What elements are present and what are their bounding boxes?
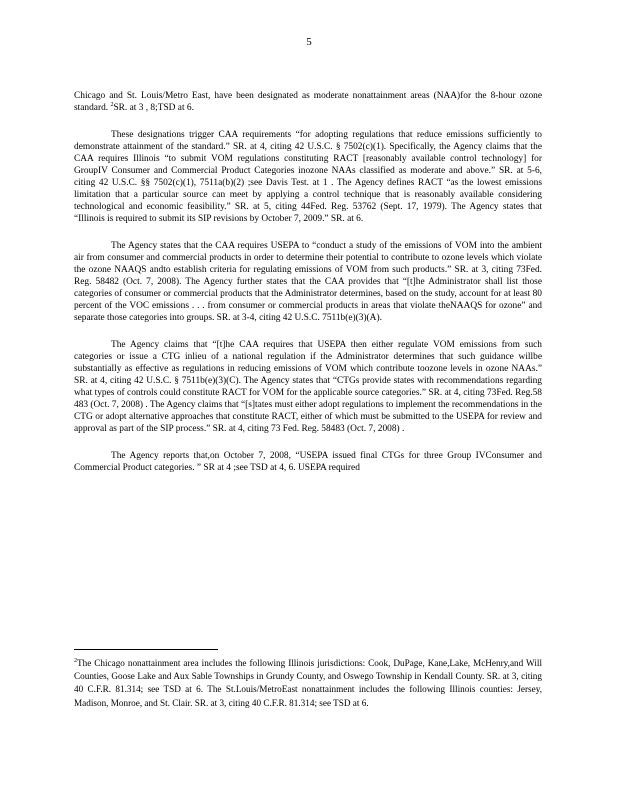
paragraph-1 <box>74 90 542 114</box>
footnote-divider <box>74 649 218 650</box>
paragraph-4-text: The Agency claims that “[t]he CAA requires that USEPA then either regulate VOM emissions from such categories or issue a CTG inlieu of a national regulation if the Administrator determines that such guidance willbe substantially as effective as regulations in reducing emissions of VOM which contribute toozone levels in ozone NAAs.” SR. at 4, citing 42 U.S.C. § 7511b(e)(3)(C). The Agency states that “CTGs provide states with recommendations regarding what types of controls could constitute RACT for VOM for the applicable source categories.” SR. at 4, citing 73Fed. Reg.58 483 (Oct. 7, 2008) . The Agency claims that “[s]tates must either adopt regulations to implement the recommendations in the CTG or adopt alternative approaches that constitute RACT, either of which must be submitted to the USEPA for review and approval as part of the SIP process.” SR. at 4, citing 73 Fed. Reg. 58483 (Oct. 7, 2008) . <box>74 340 542 434</box>
body-text <box>74 90 542 474</box>
footnote <box>74 657 542 710</box>
paragraph-3 <box>74 240 542 324</box>
footnote-marker: 2 <box>74 657 77 664</box>
paragraph-3-text: The Agency states that the CAA requires USEPA to “conduct a study of the emissions of VOM into the ambient air from consumer and commercial products in order to determine their potential to contribute to ozone levels which violate the ozone NAAQS andto establish criteria for regulating emissions of VOM from such products.” SR. at 3, citing 73Fed. Reg. 58482 (Oct. 7, 2008). The Agency further states that the CAA provides that “[t]he Administrator shall list those categories of consumer or commercial products that the Administrator determines, based on the study, account for at least 80 percent of the VOC emissions . . . from consumer or commercial products in areas that violate theNAAQS for ozone” and separate those categories into groups. SR. at 3-4, citing 42 U.S.C. 7511b(e)(3)(A). <box>74 241 542 323</box>
paragraph-2-text: These designations trigger CAA requirements “for adopting regulations that reduce emissions sufficiently to demonstrate attainment of the standard.” SR. at 4, citing 42 U.S.C. § 7502(c)(1). Specifically, the Agency claims that the CAA requires Illinois “to submit VOM regulations constituting RACT [reasonably available control technology] for GroupIV Consumer and Commercial Product Categories inozone NAAs classified as moderate and above.” SR. at 5-6, citing 42 U.S.C. §§ 7502(c)(1), 7511a(b)(2) ;see Davis Test. at 1 . The Agency defines RACT “as the lowest emissions limitation that a particular source can meet by applying a control technique that is reasonably available considering technological and economic feasibility.” SR. at 5, citing 44Fed. Reg. 53762 (Sept. 17, 1979). The Agency states that “Illinois is required to submit its SIP revisions by October 7, 2009.” SR. at 6. <box>74 130 542 224</box>
paragraph-2 <box>74 129 542 225</box>
footnote-reference[interactable]: 2 <box>110 101 114 108</box>
paragraph-4 <box>74 339 542 435</box>
paragraph-1-text: Chicago and St. Louis/Metro East, have been designated as moderate nonattainment areas (NAA)for the 8-hour ozone standard. <box>74 91 542 113</box>
footnote-text: The Chicago nonattainment area includes the following Illinois jurisdictions: Cook, DuPage, Kane,Lake, McHenry,and Will Counties, Goose Lake and Aux Sable Townships in Grundy County, and Oswego Township in Kendall County. SR. at 3, citing 40 C.F.R. 81.314; see TSD at 6. The St.Louis/MetroEast nonattainment includes the following Illinois counties: Jersey, Madison, Monroe, and St. Clair. SR. at 3, citing 40 C.F.R. 81.314; see TSD at 6. <box>74 658 542 708</box>
page-number: 5 <box>306 36 312 48</box>
paragraph-5 <box>74 450 542 474</box>
paragraph-5-text: The Agency reports that,on October 7, 2008, “USEPA issued final CTGs for three Group IVConsumer and Commercial Product categories. ” SR at 4 ;see TSD at 4, 6. USEPA required <box>74 451 542 473</box>
paragraph-1-citation: SR. at 3 , 8;TSD at 6. <box>113 103 194 113</box>
